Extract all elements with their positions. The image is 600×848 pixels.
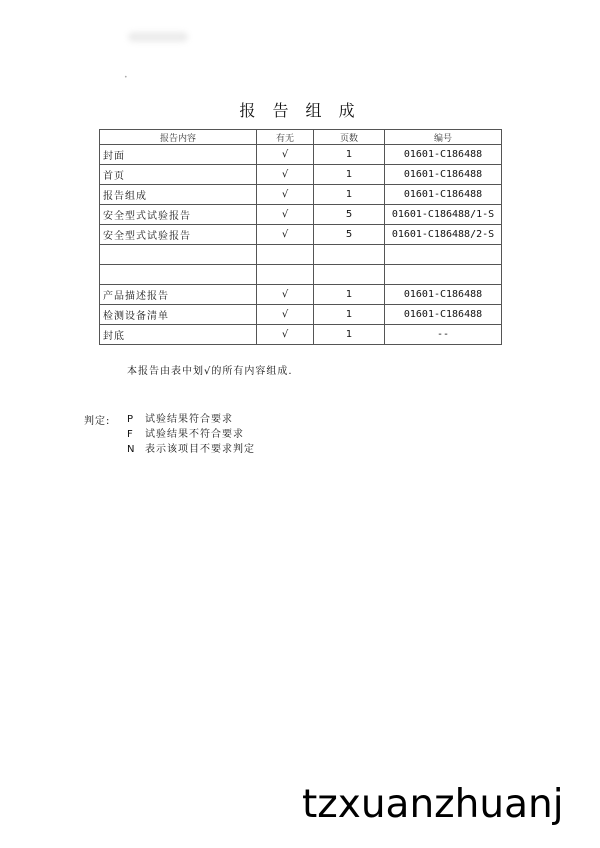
table-row (100, 205, 502, 225)
watermark-text: tzxuanzhuanj (302, 782, 564, 827)
table-row (100, 225, 502, 245)
content-cell: 产品描述报告 (100, 285, 257, 305)
pages-cell (314, 245, 385, 265)
scan-smudge (128, 32, 188, 42)
pages-cell: 1 (314, 285, 385, 305)
table-note: 本报告由表中划√的所有内容组成. (127, 366, 293, 377)
column-header: 页数 (314, 130, 385, 145)
pages-cell: 1 (314, 165, 385, 185)
pages-cell: 1 (314, 325, 385, 345)
legend-item (127, 427, 255, 442)
presence-cell: √ (257, 205, 314, 225)
number-cell (385, 245, 502, 265)
pages-cell: 1 (314, 305, 385, 325)
number-cell: 01601-C186488 (385, 165, 502, 185)
table-row (100, 285, 502, 305)
content-cell: 封面 (100, 145, 257, 165)
table-row (100, 245, 502, 265)
table-row (100, 165, 502, 185)
column-header: 有无 (257, 130, 314, 145)
legend-item (127, 442, 255, 457)
presence-cell: √ (257, 165, 314, 185)
number-cell: 01601-C186488/2-S (385, 225, 502, 245)
table-row (100, 185, 502, 205)
content-cell (100, 265, 257, 285)
number-cell (385, 265, 502, 285)
number-cell: 01601-C186488 (385, 285, 502, 305)
table-row (100, 305, 502, 325)
scan-speck: • (124, 74, 128, 81)
presence-cell: √ (257, 325, 314, 345)
column-header: 报告内容 (100, 130, 257, 145)
presence-cell: √ (257, 145, 314, 165)
number-cell: 01601-C186488 (385, 305, 502, 325)
table-row (100, 265, 502, 285)
presence-cell: √ (257, 285, 314, 305)
content-cell: 安全型式试验报告 (100, 225, 257, 245)
legend-description: 试验结果不符合要求 (145, 429, 244, 440)
legend-description: 表示该项目不要求判定 (145, 444, 255, 455)
number-cell: 01601-C186488/1-S (385, 205, 502, 225)
content-cell: 安全型式试验报告 (100, 205, 257, 225)
legend-description: 试验结果符合要求 (145, 414, 233, 425)
pages-cell: 5 (314, 205, 385, 225)
number-cell: -- (385, 325, 502, 345)
pages-cell: 1 (314, 145, 385, 165)
content-cell: 封底 (100, 325, 257, 345)
content-cell: 报告组成 (100, 185, 257, 205)
presence-cell (257, 245, 314, 265)
report-contents-table (99, 129, 502, 345)
content-cell (100, 245, 257, 265)
pages-cell: 5 (314, 225, 385, 245)
content-cell: 首页 (100, 165, 257, 185)
presence-cell: √ (257, 225, 314, 245)
pages-cell: 1 (314, 185, 385, 205)
table-row (100, 325, 502, 345)
presence-cell (257, 265, 314, 285)
legend-code: F (127, 429, 133, 440)
page-title: 报 告 组 成 (239, 101, 361, 120)
presence-cell: √ (257, 305, 314, 325)
number-cell: 01601-C186488 (385, 185, 502, 205)
legend-item (127, 412, 255, 427)
presence-cell: √ (257, 185, 314, 205)
legend-code: P (127, 414, 134, 425)
judgement-legend (127, 412, 255, 457)
table-row (100, 145, 502, 165)
judgement-label: 判定: (84, 416, 111, 427)
table-header-row (100, 130, 502, 145)
column-header: 编号 (385, 130, 502, 145)
number-cell: 01601-C186488 (385, 145, 502, 165)
pages-cell (314, 265, 385, 285)
content-cell: 检测设备清单 (100, 305, 257, 325)
legend-code: N (127, 444, 135, 455)
